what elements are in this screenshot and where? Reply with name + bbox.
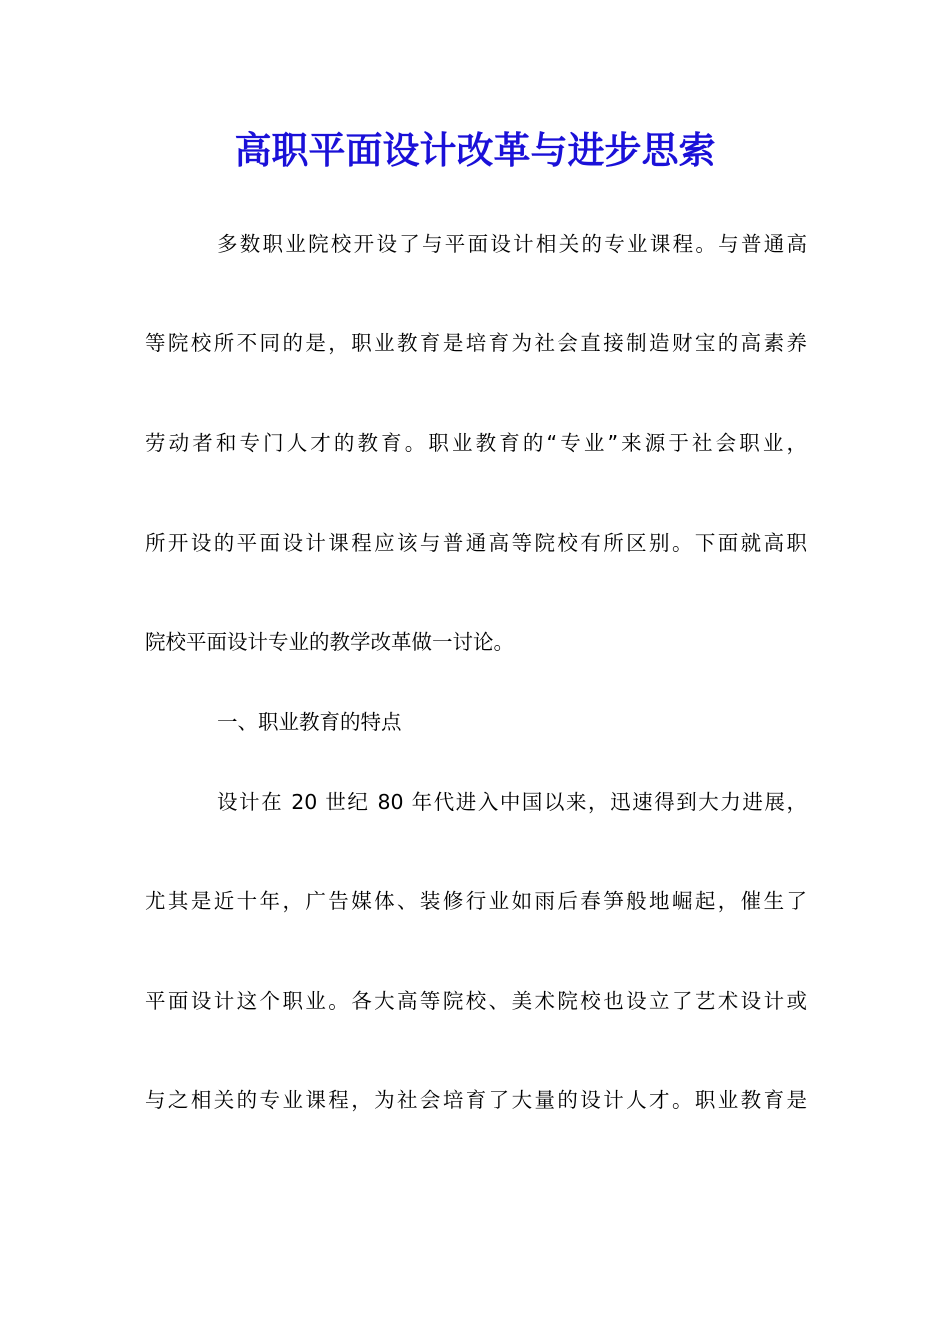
paragraph-line: 院校平面设计专业的教学改革做一讨论。 (145, 630, 514, 654)
section-heading: 一、职业教育的特点 (217, 710, 402, 734)
paragraph-line: 尤其是近十年，广告媒体、装修行业如雨后春笋般地崛起，催生了 (145, 889, 807, 913)
paragraph-line: 劳动者和专门人才的教育。职业教育的“专业”来源于社会职业， (145, 431, 807, 455)
paragraph-line: 所开设的平面设计课程应该与普通高等院校有所区别。下面就高职 (145, 531, 807, 555)
paragraph-line: 等院校所不同的是，职业教育是培育为社会直接制造财宝的高素养 (145, 331, 807, 355)
paragraph-line: 与之相关的专业课程，为社会培育了大量的设计人才。职业教育是 (145, 1088, 807, 1112)
document-title: 高职平面设计改革与进步思索 (234, 128, 716, 172)
paragraph-line: 多数职业院校开设了与平面设计相关的专业课程。与普通高 (217, 232, 807, 256)
paragraph-line: 设计在 20 世纪 80 年代进入中国以来，迅速得到大力进展， (217, 790, 807, 814)
paragraph-line: 平面设计这个职业。各大高等院校、美术院校也设立了艺术设计或 (145, 989, 807, 1013)
